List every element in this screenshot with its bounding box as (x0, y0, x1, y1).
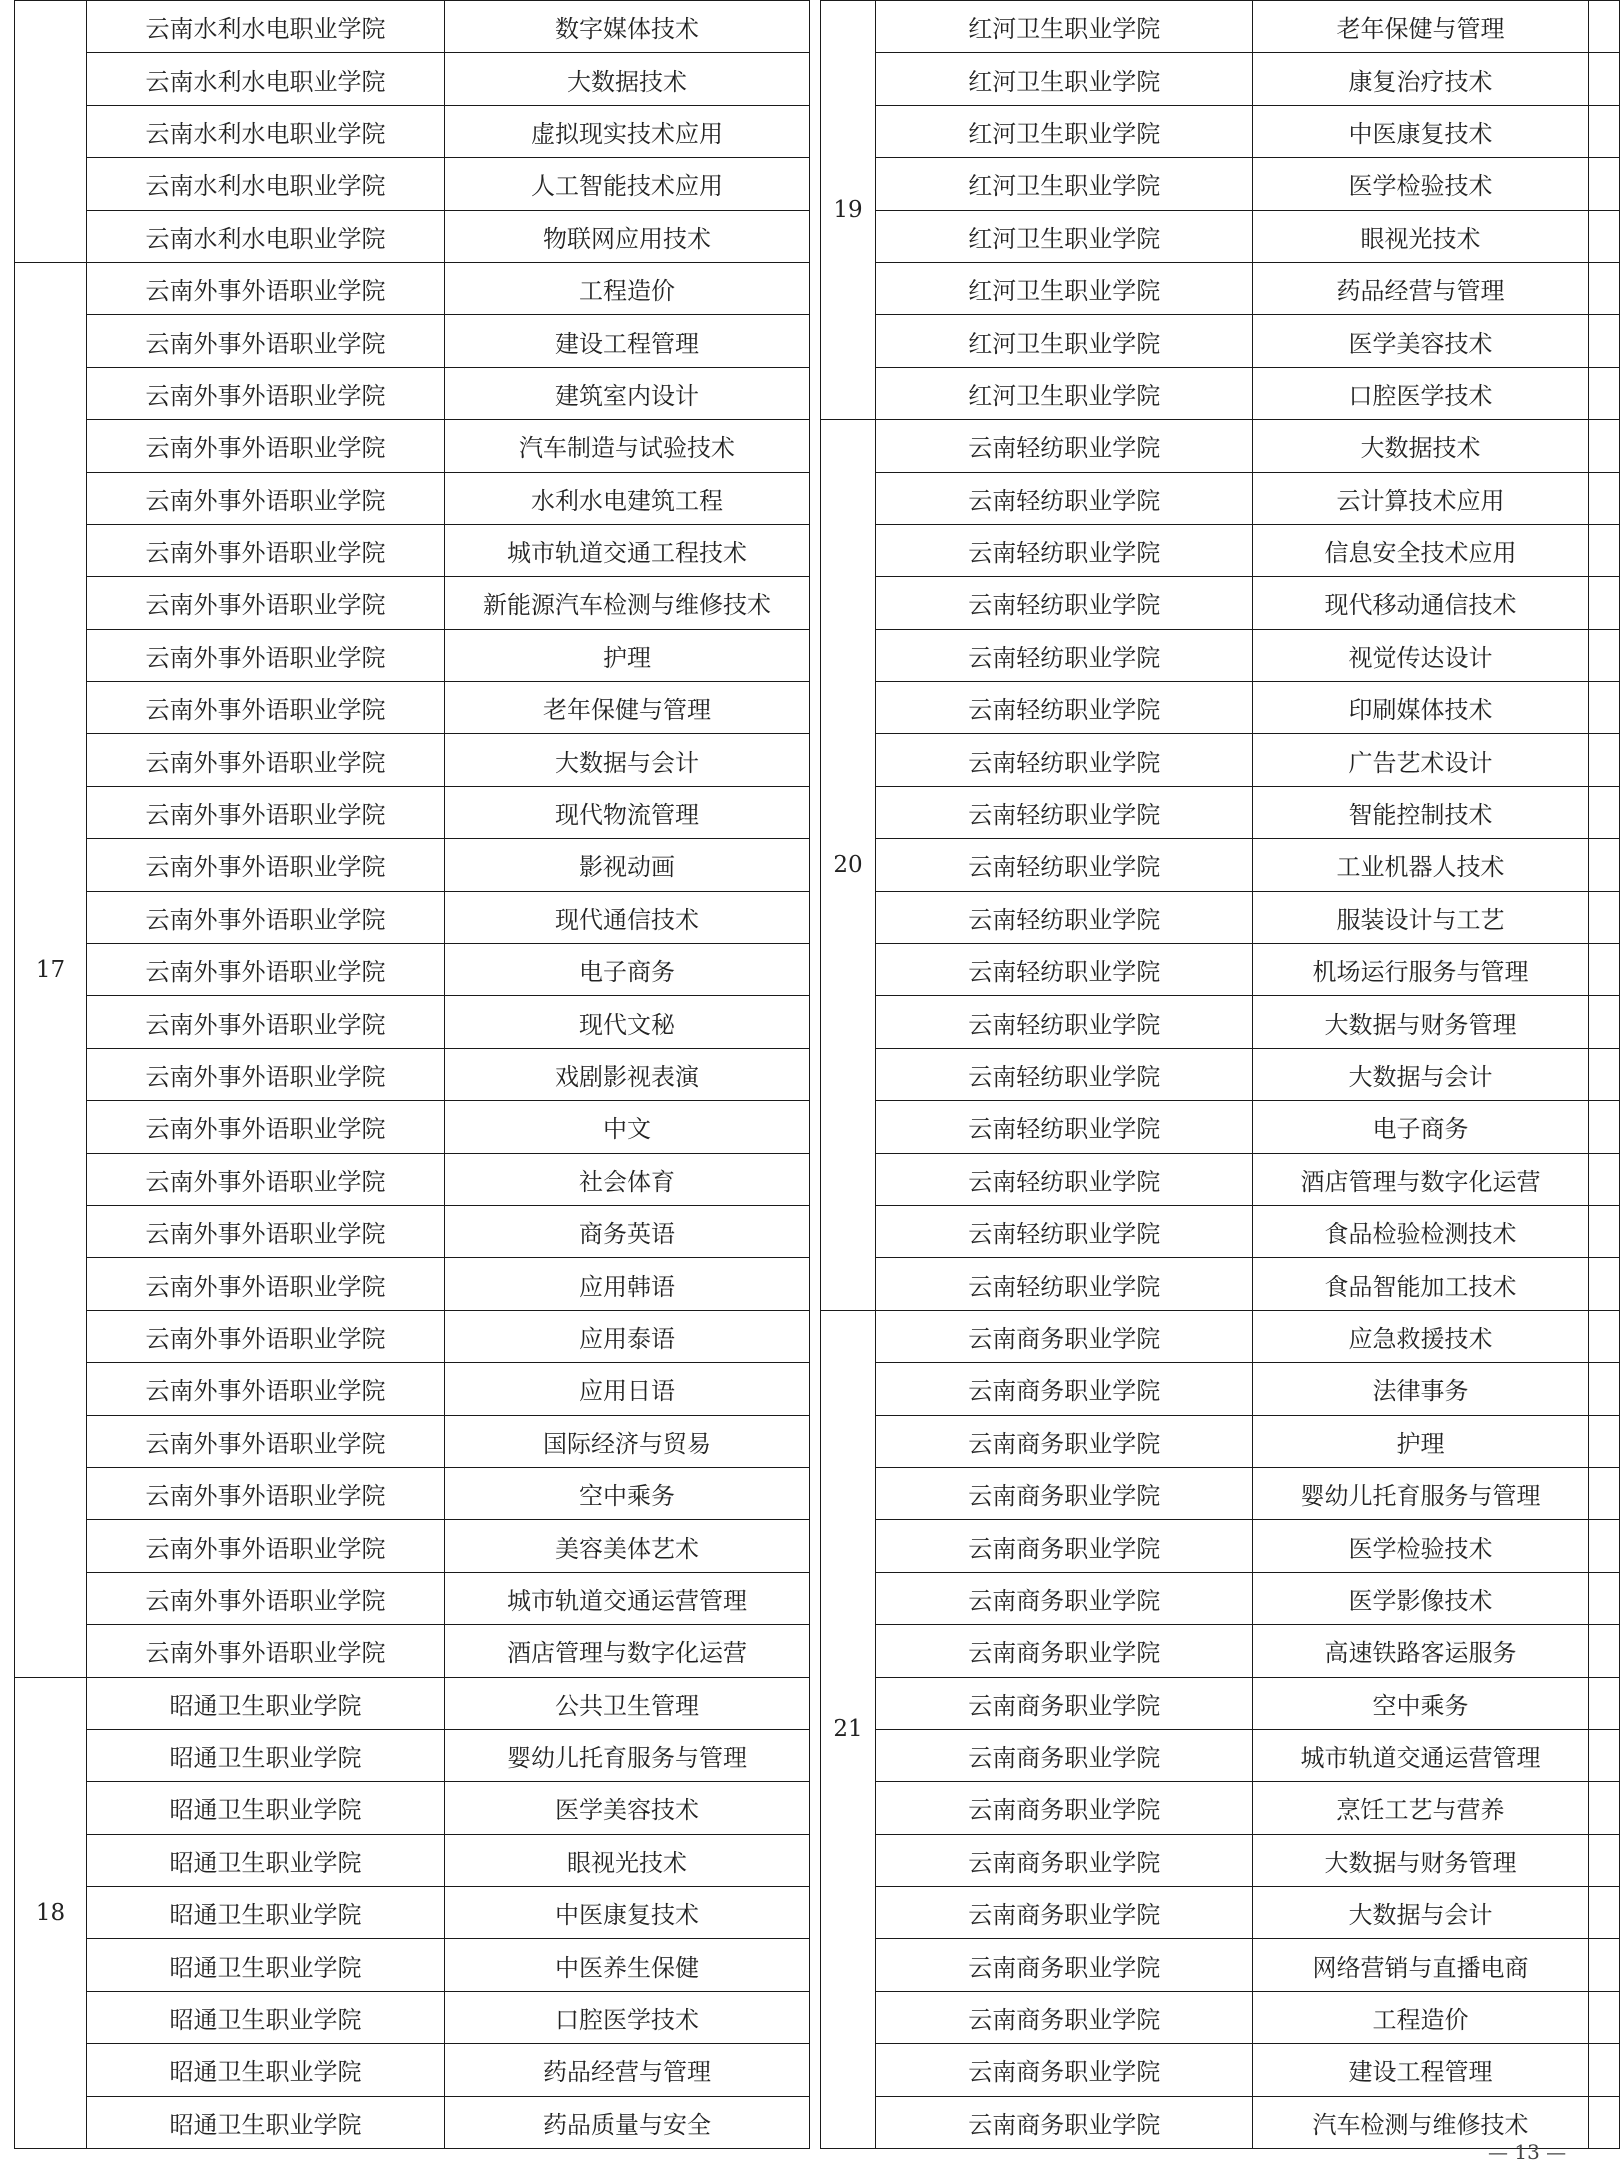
major-name-cell: 人工智能技术应用 (445, 158, 810, 210)
school-name-cell: 云南水利水电职业学院 (87, 210, 445, 262)
table-row (821, 629, 1620, 681)
major-name-cell: 药品经营与管理 (1253, 262, 1588, 314)
major-name-cell: 婴幼儿托育服务与管理 (445, 1729, 810, 1781)
table-row (821, 1363, 1620, 1415)
table-row (15, 891, 810, 943)
major-name-cell: 烹饪工艺与营养 (1253, 1782, 1588, 1834)
school-name-cell: 云南商务职业学院 (875, 1729, 1252, 1781)
table-row (15, 1363, 810, 1415)
table-row (821, 210, 1620, 262)
table-row (15, 2096, 810, 2148)
major-name-cell: 印刷媒体技术 (1253, 682, 1588, 734)
cropped-cell (1588, 210, 1619, 262)
major-name-cell: 国际经济与贸易 (445, 1415, 810, 1467)
school-name-cell: 云南轻纺职业学院 (875, 420, 1252, 472)
major-name-cell: 中文 (445, 1101, 810, 1153)
school-name-cell: 昭通卫生职业学院 (87, 1729, 445, 1781)
table-row (821, 1887, 1620, 1939)
major-name-cell: 信息安全技术应用 (1253, 524, 1588, 576)
table-row (821, 2044, 1620, 2096)
major-name-cell: 城市轨道交通工程技术 (445, 524, 810, 576)
major-name-cell: 建设工程管理 (1253, 2044, 1588, 2096)
table-row (15, 1625, 810, 1677)
cropped-cell (1588, 472, 1619, 524)
cropped-cell (1588, 2096, 1619, 2148)
school-name-cell: 云南商务职业学院 (875, 1991, 1252, 2043)
cropped-cell (1588, 315, 1619, 367)
table-row (15, 1048, 810, 1100)
cropped-cell (1588, 1677, 1619, 1729)
school-name-cell: 红河卫生职业学院 (875, 53, 1252, 105)
table-row (821, 1991, 1620, 2043)
table-row (821, 996, 1620, 1048)
major-name-cell: 大数据与会计 (1253, 1887, 1588, 1939)
school-name-cell: 云南外事外语职业学院 (87, 1101, 445, 1153)
school-name-cell: 云南外事外语职业学院 (87, 996, 445, 1048)
school-name-cell: 云南外事外语职业学院 (87, 1153, 445, 1205)
cropped-cell (1588, 2044, 1619, 2096)
school-name-cell: 昭通卫生职业学院 (87, 1939, 445, 1991)
major-name-cell: 医学检验技术 (1253, 158, 1588, 210)
table-row (15, 839, 810, 891)
major-name-cell: 食品检验检测技术 (1253, 1205, 1588, 1257)
major-name-cell: 眼视光技术 (445, 1834, 810, 1886)
cropped-cell (1588, 577, 1619, 629)
table-row (15, 1415, 810, 1467)
major-name-cell: 云计算技术应用 (1253, 472, 1588, 524)
table-row (15, 577, 810, 629)
table-row (821, 1729, 1620, 1781)
page-number: — 13 — (1488, 2140, 1567, 2164)
group-number: 17 (15, 262, 87, 1677)
school-name-cell: 红河卫生职业学院 (875, 105, 1252, 157)
school-name-cell: 云南外事外语职业学院 (87, 1625, 445, 1677)
major-name-cell: 大数据与会计 (445, 734, 810, 786)
table-row (15, 420, 810, 472)
school-name-cell: 云南水利水电职业学院 (87, 105, 445, 157)
school-name-cell: 云南商务职业学院 (875, 2096, 1252, 2148)
major-name-cell: 应急救援技术 (1253, 1310, 1588, 1362)
major-name-cell: 现代物流管理 (445, 786, 810, 838)
cropped-cell (1588, 891, 1619, 943)
cropped-cell (1588, 1310, 1619, 1362)
school-name-cell: 云南轻纺职业学院 (875, 1048, 1252, 1100)
major-name-cell: 应用泰语 (445, 1310, 810, 1362)
table-row (15, 1677, 810, 1729)
school-name-cell: 云南外事外语职业学院 (87, 420, 445, 472)
major-name-cell: 护理 (1253, 1415, 1588, 1467)
major-name-cell: 空中乘务 (1253, 1677, 1588, 1729)
table-row (15, 1310, 810, 1362)
major-name-cell: 婴幼儿托育服务与管理 (1253, 1467, 1588, 1519)
cropped-cell (1588, 629, 1619, 681)
table-row (15, 1101, 810, 1153)
school-name-cell: 云南外事外语职业学院 (87, 839, 445, 891)
school-name-cell: 云南外事外语职业学院 (87, 1258, 445, 1310)
school-name-cell: 红河卫生职业学院 (875, 315, 1252, 367)
school-name-cell: 云南外事外语职业学院 (87, 1048, 445, 1100)
major-name-cell: 食品智能加工技术 (1253, 1258, 1588, 1310)
school-name-cell: 云南轻纺职业学院 (875, 1153, 1252, 1205)
school-name-cell: 云南外事外语职业学院 (87, 1415, 445, 1467)
major-name-cell: 眼视光技术 (1253, 210, 1588, 262)
table-row (15, 53, 810, 105)
major-name-cell: 中医养生保健 (445, 1939, 810, 1991)
cropped-cell (1588, 1258, 1619, 1310)
school-name-cell: 云南外事外语职业学院 (87, 577, 445, 629)
school-name-cell: 云南轻纺职业学院 (875, 786, 1252, 838)
table-row (821, 524, 1620, 576)
major-name-cell: 工程造价 (445, 262, 810, 314)
major-name-cell: 大数据技术 (1253, 420, 1588, 472)
major-name-cell: 社会体育 (445, 1153, 810, 1205)
table-row (15, 1205, 810, 1257)
school-name-cell: 昭通卫生职业学院 (87, 1782, 445, 1834)
school-name-cell: 云南商务职业学院 (875, 1887, 1252, 1939)
school-name-cell: 云南轻纺职业学院 (875, 1101, 1252, 1153)
school-name-cell: 云南外事外语职业学院 (87, 472, 445, 524)
table-row (15, 1782, 810, 1834)
table-row (15, 210, 810, 262)
table-row (15, 367, 810, 419)
cropped-cell (1588, 839, 1619, 891)
table-row (821, 105, 1620, 157)
school-name-cell: 云南外事外语职业学院 (87, 891, 445, 943)
major-name-cell: 酒店管理与数字化运营 (445, 1625, 810, 1677)
major-name-cell: 大数据与财务管理 (1253, 996, 1588, 1048)
major-name-cell: 汽车制造与试验技术 (445, 420, 810, 472)
major-name-cell: 医学检验技术 (1253, 1520, 1588, 1572)
left-program-table (14, 0, 810, 2149)
cropped-cell (1588, 1625, 1619, 1677)
group-number: 18 (15, 1677, 87, 2149)
school-name-cell: 昭通卫生职业学院 (87, 1677, 445, 1729)
table-row (15, 315, 810, 367)
major-name-cell: 城市轨道交通运营管理 (1253, 1729, 1588, 1781)
school-name-cell: 昭通卫生职业学院 (87, 1991, 445, 2043)
major-name-cell: 建筑室内设计 (445, 367, 810, 419)
school-name-cell: 云南外事外语职业学院 (87, 524, 445, 576)
major-name-cell: 大数据与财务管理 (1253, 1834, 1588, 1886)
school-name-cell: 昭通卫生职业学院 (87, 2044, 445, 2096)
major-name-cell: 老年保健与管理 (445, 682, 810, 734)
school-name-cell: 云南轻纺职业学院 (875, 891, 1252, 943)
major-name-cell: 康复治疗技术 (1253, 53, 1588, 105)
school-name-cell: 云南商务职业学院 (875, 1782, 1252, 1834)
cropped-cell (1588, 1363, 1619, 1415)
major-name-cell: 医学影像技术 (1253, 1572, 1588, 1624)
school-name-cell: 云南商务职业学院 (875, 1415, 1252, 1467)
major-name-cell: 应用日语 (445, 1363, 810, 1415)
school-name-cell: 云南轻纺职业学院 (875, 524, 1252, 576)
school-name-cell: 云南外事外语职业学院 (87, 367, 445, 419)
school-name-cell: 云南轻纺职业学院 (875, 839, 1252, 891)
major-name-cell: 机场运行服务与管理 (1253, 944, 1588, 996)
school-name-cell: 云南轻纺职业学院 (875, 682, 1252, 734)
major-name-cell: 水利水电建筑工程 (445, 472, 810, 524)
school-name-cell: 昭通卫生职业学院 (87, 2096, 445, 2148)
school-name-cell: 云南外事外语职业学院 (87, 1572, 445, 1624)
school-name-cell: 云南轻纺职业学院 (875, 996, 1252, 1048)
major-name-cell: 美容美体艺术 (445, 1520, 810, 1572)
cropped-cell (1588, 1205, 1619, 1257)
school-name-cell: 云南商务职业学院 (875, 1363, 1252, 1415)
table-row (821, 1153, 1620, 1205)
table-row (821, 1258, 1620, 1310)
major-name-cell: 电子商务 (1253, 1101, 1588, 1153)
school-name-cell: 云南水利水电职业学院 (87, 158, 445, 210)
school-name-cell: 红河卫生职业学院 (875, 210, 1252, 262)
table-row (821, 1, 1620, 53)
major-name-cell: 大数据与会计 (1253, 1048, 1588, 1100)
table-row (821, 315, 1620, 367)
table-row (821, 1677, 1620, 1729)
major-name-cell: 中医康复技术 (445, 1887, 810, 1939)
school-name-cell: 云南轻纺职业学院 (875, 629, 1252, 681)
table-row (15, 786, 810, 838)
table-row (15, 262, 810, 314)
major-name-cell: 汽车检测与维修技术 (1253, 2096, 1588, 2148)
major-name-cell: 视觉传达设计 (1253, 629, 1588, 681)
cropped-cell (1588, 53, 1619, 105)
cropped-cell (1588, 1729, 1619, 1781)
school-name-cell: 昭通卫生职业学院 (87, 1834, 445, 1886)
table-row (15, 734, 810, 786)
major-name-cell: 老年保健与管理 (1253, 1, 1588, 53)
table-row (15, 996, 810, 1048)
school-name-cell: 云南外事外语职业学院 (87, 1310, 445, 1362)
table-row (821, 891, 1620, 943)
school-name-cell: 云南轻纺职业学院 (875, 1258, 1252, 1310)
major-name-cell: 药品质量与安全 (445, 2096, 810, 2148)
cropped-cell (1588, 367, 1619, 419)
table-row (15, 682, 810, 734)
major-name-cell: 应用韩语 (445, 1258, 810, 1310)
cropped-cell (1588, 734, 1619, 786)
group-number: 21 (821, 1310, 876, 2148)
cropped-cell (1588, 1520, 1619, 1572)
school-name-cell: 云南外事外语职业学院 (87, 786, 445, 838)
major-name-cell: 现代文秘 (445, 996, 810, 1048)
table-row (15, 105, 810, 157)
major-name-cell: 大数据技术 (445, 53, 810, 105)
cropped-cell (1588, 1834, 1619, 1886)
school-name-cell: 红河卫生职业学院 (875, 367, 1252, 419)
table-row (821, 472, 1620, 524)
cropped-cell (1588, 158, 1619, 210)
table-row (821, 944, 1620, 996)
school-name-cell: 云南轻纺职业学院 (875, 472, 1252, 524)
school-name-cell: 云南商务职业学院 (875, 1310, 1252, 1362)
table-row (15, 1991, 810, 2043)
major-name-cell: 虚拟现实技术应用 (445, 105, 810, 157)
table-row (15, 1939, 810, 1991)
table-row (15, 2044, 810, 2096)
table-row (15, 472, 810, 524)
table-row (821, 367, 1620, 419)
cropped-cell (1588, 262, 1619, 314)
table-row (821, 839, 1620, 891)
table-row (821, 53, 1620, 105)
school-name-cell: 红河卫生职业学院 (875, 1, 1252, 53)
table-row (15, 1834, 810, 1886)
major-name-cell: 建设工程管理 (445, 315, 810, 367)
table-row (821, 1310, 1620, 1362)
major-name-cell: 影视动画 (445, 839, 810, 891)
cropped-cell (1588, 1887, 1619, 1939)
table-row (15, 1258, 810, 1310)
school-name-cell: 云南水利水电职业学院 (87, 53, 445, 105)
school-name-cell: 云南轻纺职业学院 (875, 1205, 1252, 1257)
table-row (15, 629, 810, 681)
major-name-cell: 中医康复技术 (1253, 105, 1588, 157)
major-name-cell: 广告艺术设计 (1253, 734, 1588, 786)
table-row (15, 158, 810, 210)
school-name-cell: 云南商务职业学院 (875, 1939, 1252, 1991)
cropped-cell (1588, 420, 1619, 472)
cropped-cell (1588, 1572, 1619, 1624)
major-name-cell: 高速铁路客运服务 (1253, 1625, 1588, 1677)
cropped-cell (1588, 1782, 1619, 1834)
school-name-cell: 云南外事外语职业学院 (87, 629, 445, 681)
table-row (15, 1572, 810, 1624)
cropped-cell (1588, 105, 1619, 157)
table-row (821, 1939, 1620, 1991)
table-row (821, 158, 1620, 210)
cropped-cell (1588, 1939, 1619, 1991)
cropped-cell (1588, 1, 1619, 53)
cropped-cell (1588, 524, 1619, 576)
school-name-cell: 云南外事外语职业学院 (87, 1363, 445, 1415)
table-row (821, 682, 1620, 734)
table-row (821, 1101, 1620, 1153)
cropped-cell (1588, 1101, 1619, 1153)
major-name-cell: 服装设计与工艺 (1253, 891, 1588, 943)
major-name-cell: 工程造价 (1253, 1991, 1588, 2043)
table-row (821, 262, 1620, 314)
school-name-cell: 昭通卫生职业学院 (87, 1887, 445, 1939)
major-name-cell: 药品经营与管理 (445, 2044, 810, 2096)
major-name-cell: 商务英语 (445, 1205, 810, 1257)
table-row (821, 1834, 1620, 1886)
school-name-cell: 云南外事外语职业学院 (87, 944, 445, 996)
major-name-cell: 口腔医学技术 (445, 1991, 810, 2043)
major-name-cell: 戏剧影视表演 (445, 1048, 810, 1100)
table-row (821, 786, 1620, 838)
cropped-cell (1588, 1153, 1619, 1205)
school-name-cell: 云南外事外语职业学院 (87, 1520, 445, 1572)
school-name-cell: 云南轻纺职业学院 (875, 577, 1252, 629)
school-name-cell: 云南商务职业学院 (875, 1677, 1252, 1729)
school-name-cell: 云南外事外语职业学院 (87, 734, 445, 786)
cropped-cell (1588, 1415, 1619, 1467)
cropped-cell (1588, 944, 1619, 996)
group-number (15, 1, 87, 263)
cropped-cell (1588, 996, 1619, 1048)
table-row (15, 1729, 810, 1781)
major-name-cell: 新能源汽车检测与维修技术 (445, 577, 810, 629)
table-row (15, 944, 810, 996)
right-program-table (820, 0, 1620, 2149)
school-name-cell: 云南外事外语职业学院 (87, 682, 445, 734)
major-name-cell: 电子商务 (445, 944, 810, 996)
table-row (15, 1, 810, 53)
table-row (821, 734, 1620, 786)
school-name-cell: 云南外事外语职业学院 (87, 1467, 445, 1519)
major-name-cell: 工业机器人技术 (1253, 839, 1588, 891)
school-name-cell: 云南商务职业学院 (875, 1467, 1252, 1519)
major-name-cell: 城市轨道交通运营管理 (445, 1572, 810, 1624)
major-name-cell: 医学美容技术 (445, 1782, 810, 1834)
major-name-cell: 网络营销与直播电商 (1253, 1939, 1588, 1991)
table-row (15, 1153, 810, 1205)
school-name-cell: 云南外事外语职业学院 (87, 1205, 445, 1257)
table-row (821, 577, 1620, 629)
table-row (821, 1572, 1620, 1624)
table-row (821, 1048, 1620, 1100)
school-name-cell: 云南商务职业学院 (875, 1572, 1252, 1624)
school-name-cell: 云南商务职业学院 (875, 1520, 1252, 1572)
cropped-cell (1588, 1991, 1619, 2043)
cropped-cell (1588, 682, 1619, 734)
cropped-cell (1588, 786, 1619, 838)
school-name-cell: 云南轻纺职业学院 (875, 944, 1252, 996)
cropped-cell (1588, 1467, 1619, 1519)
school-name-cell: 云南水利水电职业学院 (87, 1, 445, 53)
school-name-cell: 云南商务职业学院 (875, 1834, 1252, 1886)
school-name-cell: 云南外事外语职业学院 (87, 262, 445, 314)
major-name-cell: 护理 (445, 629, 810, 681)
school-name-cell: 云南商务职业学院 (875, 1625, 1252, 1677)
major-name-cell: 空中乘务 (445, 1467, 810, 1519)
school-name-cell: 云南商务职业学院 (875, 2044, 1252, 2096)
table-row (821, 1205, 1620, 1257)
table-row (821, 1467, 1620, 1519)
major-name-cell: 现代移动通信技术 (1253, 577, 1588, 629)
table-row (15, 1467, 810, 1519)
school-name-cell: 红河卫生职业学院 (875, 158, 1252, 210)
group-number: 20 (821, 420, 876, 1311)
school-name-cell: 红河卫生职业学院 (875, 262, 1252, 314)
major-name-cell: 智能控制技术 (1253, 786, 1588, 838)
table-row (15, 524, 810, 576)
school-name-cell: 云南外事外语职业学院 (87, 315, 445, 367)
major-name-cell: 公共卫生管理 (445, 1677, 810, 1729)
table-row (15, 1520, 810, 1572)
major-name-cell: 医学美容技术 (1253, 315, 1588, 367)
school-name-cell: 云南轻纺职业学院 (875, 734, 1252, 786)
cropped-cell (1588, 1048, 1619, 1100)
table-row (821, 1415, 1620, 1467)
major-name-cell: 口腔医学技术 (1253, 367, 1588, 419)
table-row (821, 420, 1620, 472)
major-name-cell: 酒店管理与数字化运营 (1253, 1153, 1588, 1205)
table-row (15, 1887, 810, 1939)
table-row (821, 1625, 1620, 1677)
table-row (821, 1782, 1620, 1834)
group-number: 19 (821, 1, 876, 420)
major-name-cell: 法律事务 (1253, 1363, 1588, 1415)
major-name-cell: 现代通信技术 (445, 891, 810, 943)
table-row (821, 1520, 1620, 1572)
major-name-cell: 物联网应用技术 (445, 210, 810, 262)
major-name-cell: 数字媒体技术 (445, 1, 810, 53)
